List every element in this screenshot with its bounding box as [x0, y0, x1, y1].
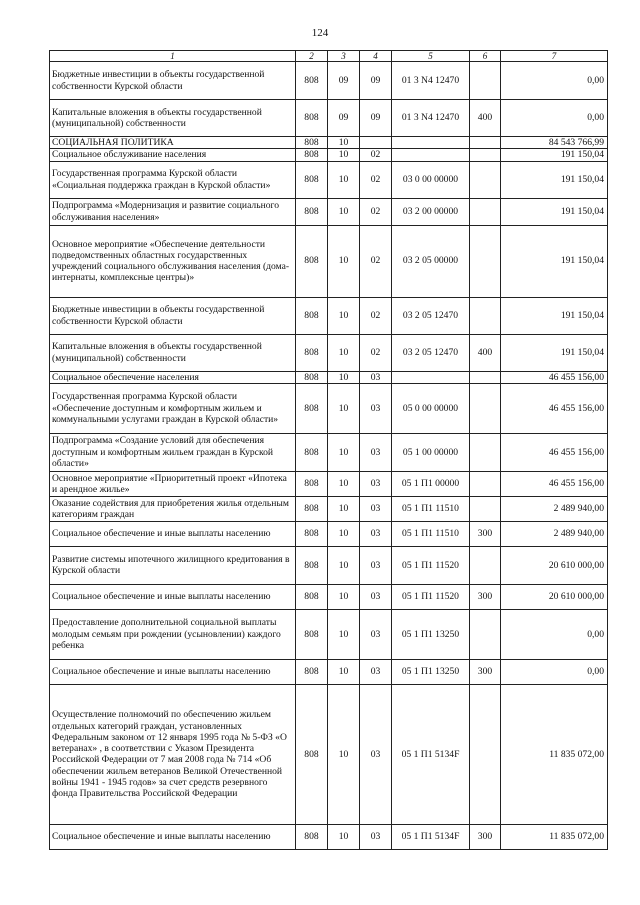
- row-subsection-code: [360, 137, 392, 149]
- row-ved-code: 808: [296, 546, 328, 584]
- row-name: Подпрограмма «Создание условий для обеспечения доступным и комфортным жильем граждан в Курской области»: [50, 433, 296, 471]
- row-name: Государственная программа Курской области «Обеспечение доступным и комфортным жильем и коммунальными услугами граждан в Курской области»: [50, 383, 296, 433]
- table-row: [50, 609, 608, 659]
- column-number: 4: [360, 51, 392, 62]
- row-expense-type: [470, 433, 501, 471]
- column-number-row: [50, 51, 608, 62]
- budget-table-body: [50, 51, 608, 850]
- row-target-code: [392, 149, 470, 161]
- table-row: [50, 62, 608, 100]
- row-target-code: [392, 137, 470, 149]
- row-subsection-code: 09: [360, 62, 392, 100]
- row-subsection-code: 03: [360, 684, 392, 824]
- row-subsection-code: 03: [360, 659, 392, 684]
- row-subsection-code: 03: [360, 371, 392, 383]
- row-name: Подпрограмма «Модернизация и развитие социального обслуживания населения»: [50, 198, 296, 225]
- table-row: [50, 684, 608, 824]
- row-ved-code: 808: [296, 584, 328, 609]
- row-ved-code: 808: [296, 433, 328, 471]
- row-ved-code: 808: [296, 609, 328, 659]
- row-amount: 191 150,04: [501, 334, 608, 371]
- row-expense-type: [470, 496, 501, 521]
- row-target-code: 05 1 П1 13250: [392, 609, 470, 659]
- row-ved-code: 808: [296, 149, 328, 161]
- row-subsection-code: 03: [360, 609, 392, 659]
- row-section-code: 10: [328, 684, 360, 824]
- row-subsection-code: 02: [360, 149, 392, 161]
- row-expense-type: [470, 149, 501, 161]
- row-ved-code: 808: [296, 824, 328, 849]
- row-amount: 46 455 156,00: [501, 371, 608, 383]
- row-subsection-code: 02: [360, 225, 392, 297]
- row-target-code: 05 1 П1 11520: [392, 546, 470, 584]
- row-amount: 11 835 072,00: [501, 824, 608, 849]
- row-amount: 2 489 940,00: [501, 496, 608, 521]
- column-number: 1: [50, 51, 296, 62]
- row-ved-code: 808: [296, 521, 328, 546]
- row-target-code: 03 2 00 00000: [392, 198, 470, 225]
- row-ved-code: 808: [296, 334, 328, 371]
- row-target-code: 05 1 П1 5134F: [392, 824, 470, 849]
- row-name: СОЦИАЛЬНАЯ ПОЛИТИКА: [50, 137, 296, 149]
- row-section-code: 09: [328, 62, 360, 100]
- row-section-code: 10: [328, 225, 360, 297]
- row-expense-type: [470, 161, 501, 198]
- row-name: Социальное обеспечение и иные выплаты населению: [50, 824, 296, 849]
- row-name: Социальное обеспечение и иные выплаты населению: [50, 584, 296, 609]
- row-section-code: 10: [328, 824, 360, 849]
- table-row: [50, 161, 608, 198]
- row-amount: 0,00: [501, 609, 608, 659]
- row-expense-type: [470, 546, 501, 584]
- table-row: [50, 137, 608, 149]
- row-target-code: 05 1 П1 11510: [392, 521, 470, 546]
- row-name: Оказание содействия для приобретения жилья отдельным категориям граждан: [50, 496, 296, 521]
- row-subsection-code: 03: [360, 546, 392, 584]
- row-amount: 46 455 156,00: [501, 383, 608, 433]
- table-row: [50, 521, 608, 546]
- row-subsection-code: 03: [360, 383, 392, 433]
- table-row: [50, 546, 608, 584]
- row-section-code: 10: [328, 383, 360, 433]
- row-ved-code: 808: [296, 371, 328, 383]
- row-amount: 191 150,04: [501, 198, 608, 225]
- row-name: Осуществление полномочий по обеспечению жильем отдельных категорий граждан, установленных Федеральным законом от 12 января 1995 года № 5-ФЗ «О ветеранах» , в соответствии с Указом Президента Российской Федерации от 7 мая 2008 года № 714 «Об обеспечении жильем ветеранов Великой Отечественной войны 1941 - 1945 годов» за счет средств резервного фонда Правительства Российской Федерации: [50, 684, 296, 824]
- row-section-code: 10: [328, 149, 360, 161]
- table-row: [50, 225, 608, 297]
- row-subsection-code: 03: [360, 471, 392, 496]
- row-subsection-code: 09: [360, 100, 392, 137]
- row-section-code: 10: [328, 433, 360, 471]
- row-subsection-code: 02: [360, 297, 392, 334]
- row-section-code: 10: [328, 297, 360, 334]
- table-row: [50, 334, 608, 371]
- row-amount: 191 150,04: [501, 225, 608, 297]
- row-subsection-code: 02: [360, 334, 392, 371]
- row-ved-code: 808: [296, 496, 328, 521]
- row-amount: 191 150,04: [501, 297, 608, 334]
- row-name: Капитальные вложения в объекты государственной (муниципальной) собственности: [50, 334, 296, 371]
- row-section-code: 10: [328, 546, 360, 584]
- row-expense-type: 300: [470, 659, 501, 684]
- row-subsection-code: 03: [360, 521, 392, 546]
- row-expense-type: [470, 225, 501, 297]
- row-target-code: [392, 371, 470, 383]
- table-row: [50, 496, 608, 521]
- row-name: Капитальные вложения в объекты государственной (муниципальной) собственности: [50, 100, 296, 137]
- row-expense-type: [470, 198, 501, 225]
- row-target-code: 03 2 05 12470: [392, 334, 470, 371]
- row-section-code: 10: [328, 371, 360, 383]
- budget-table: [49, 50, 608, 850]
- row-target-code: 05 1 П1 5134F: [392, 684, 470, 824]
- row-amount: 0,00: [501, 62, 608, 100]
- row-name: Основное мероприятие «Приоритетный проект «Ипотека и арендное жилье»: [50, 471, 296, 496]
- row-ved-code: 808: [296, 161, 328, 198]
- table-row: [50, 383, 608, 433]
- row-subsection-code: 03: [360, 496, 392, 521]
- row-expense-type: [470, 297, 501, 334]
- row-amount: 2 489 940,00: [501, 521, 608, 546]
- row-section-code: 10: [328, 198, 360, 225]
- row-target-code: 05 0 00 00000: [392, 383, 470, 433]
- row-expense-type: 300: [470, 824, 501, 849]
- table-row: [50, 149, 608, 161]
- table-row: [50, 471, 608, 496]
- row-ved-code: 808: [296, 137, 328, 149]
- row-target-code: 03 2 05 00000: [392, 225, 470, 297]
- row-expense-type: [470, 383, 501, 433]
- row-name: Социальное обеспечение населения: [50, 371, 296, 383]
- row-expense-type: 400: [470, 100, 501, 137]
- table-row: [50, 198, 608, 225]
- row-amount: 46 455 156,00: [501, 471, 608, 496]
- table-row: [50, 100, 608, 137]
- row-name: Социальное обслуживание населения: [50, 149, 296, 161]
- row-target-code: 01 3 N4 12470: [392, 100, 470, 137]
- row-expense-type: [470, 684, 501, 824]
- row-section-code: 10: [328, 659, 360, 684]
- row-amount: 11 835 072,00: [501, 684, 608, 824]
- row-target-code: 03 0 00 00000: [392, 161, 470, 198]
- table-row: [50, 584, 608, 609]
- row-amount: 84 543 766,99: [501, 137, 608, 149]
- row-name: Бюджетные инвестиции в объекты государственной собственности Курской области: [50, 62, 296, 100]
- table-row: [50, 824, 608, 849]
- row-target-code: 05 1 П1 11510: [392, 496, 470, 521]
- row-section-code: 10: [328, 584, 360, 609]
- row-amount: 20 610 000,00: [501, 546, 608, 584]
- column-number: 6: [470, 51, 501, 62]
- row-expense-type: 300: [470, 521, 501, 546]
- column-number: 3: [328, 51, 360, 62]
- row-target-code: 05 1 00 00000: [392, 433, 470, 471]
- row-section-code: 09: [328, 100, 360, 137]
- table-row: [50, 659, 608, 684]
- row-name: Социальное обеспечение и иные выплаты населению: [50, 659, 296, 684]
- row-ved-code: 808: [296, 659, 328, 684]
- row-name: Бюджетные инвестиции в объекты государственной собственности Курской области: [50, 297, 296, 334]
- table-row: [50, 297, 608, 334]
- row-ved-code: 808: [296, 383, 328, 433]
- row-amount: 0,00: [501, 659, 608, 684]
- row-section-code: 10: [328, 161, 360, 198]
- row-name: Социальное обеспечение и иные выплаты населению: [50, 521, 296, 546]
- column-number: 5: [392, 51, 470, 62]
- column-number: 2: [296, 51, 328, 62]
- row-target-code: 05 1 П1 00000: [392, 471, 470, 496]
- row-ved-code: 808: [296, 471, 328, 496]
- row-subsection-code: 03: [360, 433, 392, 471]
- row-name: Государственная программа Курской области «Социальная поддержка граждан в Курской области»: [50, 161, 296, 198]
- row-section-code: 10: [328, 137, 360, 149]
- row-target-code: 05 1 П1 13250: [392, 659, 470, 684]
- row-amount: 46 455 156,00: [501, 433, 608, 471]
- row-subsection-code: 03: [360, 824, 392, 849]
- row-section-code: 10: [328, 471, 360, 496]
- page-number: 124: [311, 27, 329, 39]
- row-ved-code: 808: [296, 225, 328, 297]
- row-expense-type: [470, 609, 501, 659]
- row-target-code: 03 2 05 12470: [392, 297, 470, 334]
- row-amount: 191 150,04: [501, 149, 608, 161]
- row-name: Основное мероприятие «Обеспечение деятельности подведомственных областных государственных учреждений социального обслуживания населения (дома-интернаты, комплексные центры)»: [50, 225, 296, 297]
- row-amount: 20 610 000,00: [501, 584, 608, 609]
- row-section-code: 10: [328, 496, 360, 521]
- row-name: Развитие системы ипотечного жилищного кредитования в Курской области: [50, 546, 296, 584]
- row-expense-type: 300: [470, 584, 501, 609]
- row-subsection-code: 03: [360, 584, 392, 609]
- row-name: Предоставление дополнительной социальной выплаты молодым семьям при рождении (усыновлении) каждого ребенка: [50, 609, 296, 659]
- row-ved-code: 808: [296, 100, 328, 137]
- row-amount: 0,00: [501, 100, 608, 137]
- row-ved-code: 808: [296, 297, 328, 334]
- row-expense-type: [470, 62, 501, 100]
- row-expense-type: 400: [470, 334, 501, 371]
- row-subsection-code: 02: [360, 198, 392, 225]
- row-section-code: 10: [328, 609, 360, 659]
- column-number: 7: [501, 51, 608, 62]
- table-row: [50, 371, 608, 383]
- row-expense-type: [470, 137, 501, 149]
- row-target-code: 05 1 П1 11520: [392, 584, 470, 609]
- row-expense-type: [470, 471, 501, 496]
- row-section-code: 10: [328, 334, 360, 371]
- row-target-code: 01 3 N4 12470: [392, 62, 470, 100]
- row-subsection-code: 02: [360, 161, 392, 198]
- row-ved-code: 808: [296, 62, 328, 100]
- row-section-code: 10: [328, 521, 360, 546]
- row-ved-code: 808: [296, 684, 328, 824]
- table-row: [50, 433, 608, 471]
- row-expense-type: [470, 371, 501, 383]
- row-amount: 191 150,04: [501, 161, 608, 198]
- row-ved-code: 808: [296, 198, 328, 225]
